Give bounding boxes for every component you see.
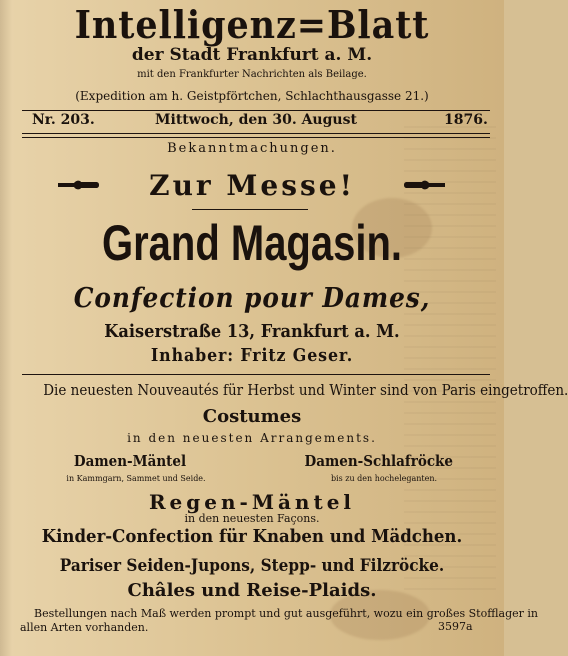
expedition-line: (Expedition am h. Geistpförtchen, Schlachthausgasse 21.)	[75, 89, 429, 103]
ad-code: 3597a	[438, 620, 473, 633]
shop-subtitle: Confection pour Dames,	[73, 283, 431, 314]
masthead-title: Intelligenz=Blatt	[74, 2, 430, 47]
supplement-line: mit den Frankfurter Nachrichten als Beilage.	[137, 69, 367, 80]
orders-line-1: Bestellungen nach Maß werden prompt und gut ausgeführt, wozu ein großes Stofflager in	[34, 607, 539, 620]
section-rule	[192, 209, 308, 210]
arrangements-line: in den neuesten Arrangements.	[127, 431, 377, 445]
kinder-line: Kinder-Confection für Knaben und Mädchen.	[41, 526, 463, 547]
issue-number: Nr. 203.	[32, 112, 95, 128]
city-subtitle: der Stadt Frankfurt a. M.	[131, 45, 373, 65]
shop-owner: Inhaber: Fritz Geser.	[150, 345, 354, 366]
header-rule-bottom-double	[22, 137, 490, 138]
pointing-hand-icon	[403, 177, 447, 193]
regen-subtitle: in den neuesten Façons.	[184, 512, 320, 525]
issue-year: 1876.	[444, 112, 488, 128]
issue-date: Mittwoch, den 30. August	[155, 112, 357, 128]
content-rule	[22, 374, 490, 375]
left-item-subtitle: in Kammgarn, Sammet und Seide.	[66, 474, 206, 483]
messe-heading: Zur Messe!	[149, 169, 355, 202]
chales-line: Châles und Reise-Plaids.	[127, 580, 377, 601]
costumes-heading: Costumes	[202, 406, 302, 427]
shop-title: Grand Magasin.	[101, 215, 403, 271]
shop-address: Kaiserstraße 13, Frankfurt a. M.	[104, 321, 400, 342]
header-rule-bottom	[22, 133, 490, 134]
right-item-subtitle: bis zu den hocheleganten.	[330, 474, 438, 483]
right-item-title: Damen-Schlafröcke	[304, 452, 453, 470]
header-rule-top	[22, 110, 490, 111]
section-heading: Bekanntmachungen.	[167, 141, 337, 156]
left-item-title: Damen-Mäntel	[73, 452, 187, 470]
regen-heading: Regen-Mäntel	[148, 490, 356, 514]
arrival-announcement: Die neuesten Nouveautés für Herbst und Winter sind von Paris eingetroffen.	[43, 381, 568, 399]
orders-line-2: allen Arten vorhanden.	[20, 621, 149, 634]
pariser-line: Pariser Seiden-Jupons, Stepp- und Filzröcke.	[59, 556, 445, 576]
